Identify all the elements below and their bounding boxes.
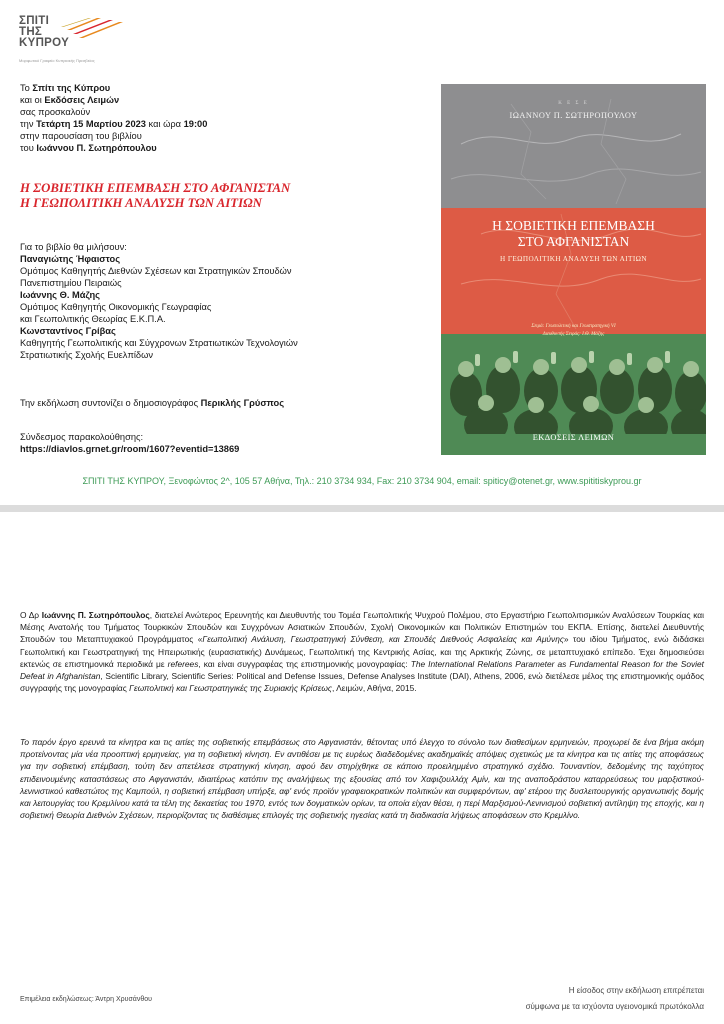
logo-line-2: ΤΗΣ: [19, 26, 43, 38]
cover-publisher: ΕΚΔΟΣΕΙΣ ΛΕΙΜΩΝ: [532, 433, 615, 442]
book-title-line-2: Η ΓΕΩΠΟΛΙΤΙΚΗ ΑΝΑΛΥΣΗ ΤΩΝ ΑΙΤΙΩΝ: [20, 196, 262, 210]
coordinator-line: Την εκδήλωση συντονίζει ο δημοσιογράφος Περικλής Γρύσπος: [20, 398, 285, 408]
invitation-page-front: [0, 0, 724, 505]
speaker-affiliation: Πανεπιστημίου Πειραιώς: [20, 278, 122, 288]
coordinator-name: Περικλής Γρύσπος: [200, 398, 285, 408]
speaker-affiliation: και Γεωπολιτικής Θεωρίας Ε.Κ.Π.Α.: [20, 314, 166, 324]
bio-monograph-title: The International Relations Parameter as Fundamental Reason for the Soviet Defeat in Afghanistan: [20, 658, 705, 682]
host-name: Σπίτι της Κύπρου: [32, 83, 111, 93]
cover-series: Σειρά: Γεωπολιτική και Γεωστρατηγική VI Διευθυντής Σειράς: Ι.Θ. Μάζης: [531, 324, 616, 337]
speaker-name: Παναγιώτης Ήφαιστος: [20, 254, 121, 264]
spiti-tis-kyprou-logo: [19, 16, 109, 68]
cover-subtitle: Η ΓΕΩΠΟΛΙΤΙΚΗ ΑΝΑΛΥΣΗ ΤΩΝ ΑΙΤΙΩΝ: [500, 255, 647, 263]
book-title: [20, 181, 290, 211]
speaker-title: Ομότιμος Καθηγητής Διεθνών Σχέσεων και Στρατηγικών Σπουδών: [20, 266, 292, 276]
book-title-line-1: Η ΣΟΒΙΕΤΙΚΗ ΕΠΕΜΒΑΣΗ ΣΤΟ ΑΦΓΑΝΙΣΤΑΝ: [20, 181, 291, 195]
book-cover: [441, 84, 706, 455]
logo-tagline: Μορφωτικό Γραφείο Κυπριακής Πρεσβείας: [19, 58, 95, 63]
stream-link-block: [20, 431, 239, 455]
cover-photo-politburo: [441, 339, 706, 434]
event-organizer: Επιμέλεια εκδηλώσεως: Άντρη Χρυσάνθου: [20, 996, 152, 1003]
logo-line-1: ΣΠΙΤΙ: [19, 15, 50, 27]
author-name: Ιωάννου Π. Σωτηρόπουλου: [36, 143, 157, 153]
speaker-name: Κωνσταντίνος Γρίβας: [20, 326, 116, 336]
speaker-title: Καθηγητής Γεωπολιτικής και Σύγχρονων Στρατιωτικών Τεχνολογιών: [20, 338, 298, 348]
cover-author: ΙΩΑΝΝΟΥ Π. ΣΩΤΗΡΟΠΟΥΛΟΥ: [509, 111, 638, 120]
event-date: Τετάρτη 15 Μαρτίου 2023: [36, 119, 146, 129]
speaker-name: Ιωάννης Θ. Μάζης: [20, 290, 101, 300]
speaker-title: Ομότιμος Καθηγητής Οικονομικής Γεωγραφίας: [20, 302, 212, 312]
event-time: 19:00: [183, 119, 208, 129]
cover-title-line-2: ΣΤΟ ΑΦΓΑΝΙΣΤΑΝ: [517, 234, 630, 249]
stream-link-url[interactable]: https://diavlos.grnet.gr/room/1607?eventid=13869: [20, 444, 240, 454]
cover-title: [441, 218, 706, 250]
cover-title-line-1: Η ΣΟΒΙΕΤΙΚΗ ΕΠΕΜΒΑΣΗ: [492, 218, 655, 233]
stream-link-label: Σύνδεσμος παρακολούθησης:: [20, 432, 144, 442]
entry-note: Η είσοδος στην εκδήλωση επιτρέπεται σύμφωνα με τα ισχύοντα υγειονομικά πρωτόκολλα: [525, 986, 704, 1011]
author-bio: Ο Δρ Ιωάννης Π. Σωτηρόπουλος, διατελεί Ανώτερος Ερευνητής και Διευθυντής του Τομέα Γεωπολιτικής Ψυχρού Πολέμου, στο Εργαστήριο Γεωπολιτισμικών Αναλύσεων Τουρκίας και Μέσης Ανατολής του Τμήματος Τουρκικών Σπουδών και Συγχρόνων Ασιατικών Σπουδών, Σχολή Οικονομικών και Πολιτικών Επιστημών του ΕΚΠΑ. Επίσης, διατελεί Διευθυντής Σπουδών του Μεταπτυχιακού Προγράμματος «Γεωπολιτική Ανάλυση, Γεωστρατηγική Σύνθεση, και Σπουδές Διεθνούς Ασφαλείας και Αμύνης» του ιδίου Τμήματος, ενώ διδάσκει Γεωπολιτική και Γεωστρατηγική της Ηπειρωτικής (ευρασιατικής) Δυνάμεως, Γεωπολιτική της Κεντρικής Ασίας, και της Αρκτικής Ζώνης, σε μεταπτυχιακό επίπεδο. Έχει δημοσιεύσει εκτενώς σε επιστημονικά περιοδικά με referees, και είναι συγγραφέας της επιστημονικής μονογραφίας: The International Relations Parameter as Fundamental Reason for the Soviet Defeat in Afghanistan, Scientific Library, Scientific Series: Political and Defense Issues, Defense Analyses Institute (DAI), Athens, 2006, ενώ διετέλεσε μέλος της επιστημονικής ομάδος συγγραφής της μονογραφίας Γεωπολιτική και Γεωστρατηγικές της Συριακής Κρίσεως, Λειμών, Αθήνα, 2015.: [20, 610, 705, 694]
publisher-name: Εκδόσεις Λειμών: [44, 95, 120, 105]
bio-author-name: Ιωάννης Π. Σωτηρόπουλος: [41, 610, 150, 620]
invitation-intro: Το Σπίτι της Κύπρου και οι Εκδόσεις Λειμών σας προσκαλούν την Τετάρτη 15 Μαρτίου 2023 και ώρα 19:00 στην παρουσίαση του βιβλίου του Ιωάννου Π. Σωτηρόπουλου: [20, 83, 208, 153]
speakers-intro: Για το βιβλίο θα μιλήσουν:: [20, 242, 127, 252]
contact-footer: ΣΠΙΤΙ ΤΗΣ ΚΥΠΡΟΥ, Ξενοφώντος 2^, 105 57 Αθήνα, Τηλ.: 210 3734 934, Fax: 210 3734 904, email: spiticy@otenet.gr, www.spititiskyprou.gr: [82, 476, 642, 486]
cover-header-small: Κ Ε Σ Ε: [558, 101, 589, 106]
logo-line-3: ΚΥΠΡΟΥ: [19, 37, 70, 49]
cover-map-icon: [441, 84, 706, 334]
logo-stripes-icon: [53, 18, 123, 40]
speakers-list: [20, 241, 298, 361]
speaker-affiliation: Στρατιωτικής Σχολής Ευελπίδων: [20, 350, 154, 360]
book-synopsis: Το παρόν έργο ερευνά τα κίνητρα και τις αιτίες της σοβιετικής επεμβάσεως στο Αφγανιστάν, θέτοντας υπό έλεγχο το σύνολο των διαθεσίμων ερμηνειών, προχωρεί δε ένα βήμα ακόμη προτείνοντας μία νέα προοπτική ερμηνείας, για τη σοβιετική κίνηση. Εν αντιθέσει με τις ευρέως διαδεδομένες ακαδημαϊκές απόψεις σχετικώς με τα κίνητρα και τις αιτίες της αποφάσεως για την σοβιετική επέμβαση, τούτη δεν απετέλεσε στρατηγική κίνηση, αφού δεν στηρίχθηκε σε κάποιο προειλημμένο στρατηγικό σχέδιο. Τουναντίον, δεδομένης της ταχύτητος επιδεινουμένης καταστάσεως στο Αφγανιστάν, ιδιαιτέρως κατόπιν της αναλήψεως της εξουσίας από τον Χαφιζουλλάχ Αμίν, και της αναποδράστου καταρρεύσεως του μαρξιστικού-λενινιστικού καθεστώτος της Καμπούλ, η σοβιετική επέμβαση υπήρξε, αφ' ενός προϊόν γραφειοκρατικών πολιτικών και συμφερόντων, αφ' ετέρου της δυσλειτουργικής οργανωτικής δομής και λειτουργίας του Κρεμλίνου κατά τα τέλη της δεκαετίας του 1970, εντός των δογματικών ορίων, τα οποία είχαν θέσει, η περί Μαρξισμού-Λενινισμού σοβιετική αντίληψη της εποχής, και η σοβιετική Θεωρία Διεθνών Σχέσεων, περιορίζοντας τις διαθέσιμες επιλογές της σοβιετικής ηγεσίας κατά τη διαδικασία λήψεως αποφάσεων στο Κρεμλίνο.: [20, 737, 704, 821]
